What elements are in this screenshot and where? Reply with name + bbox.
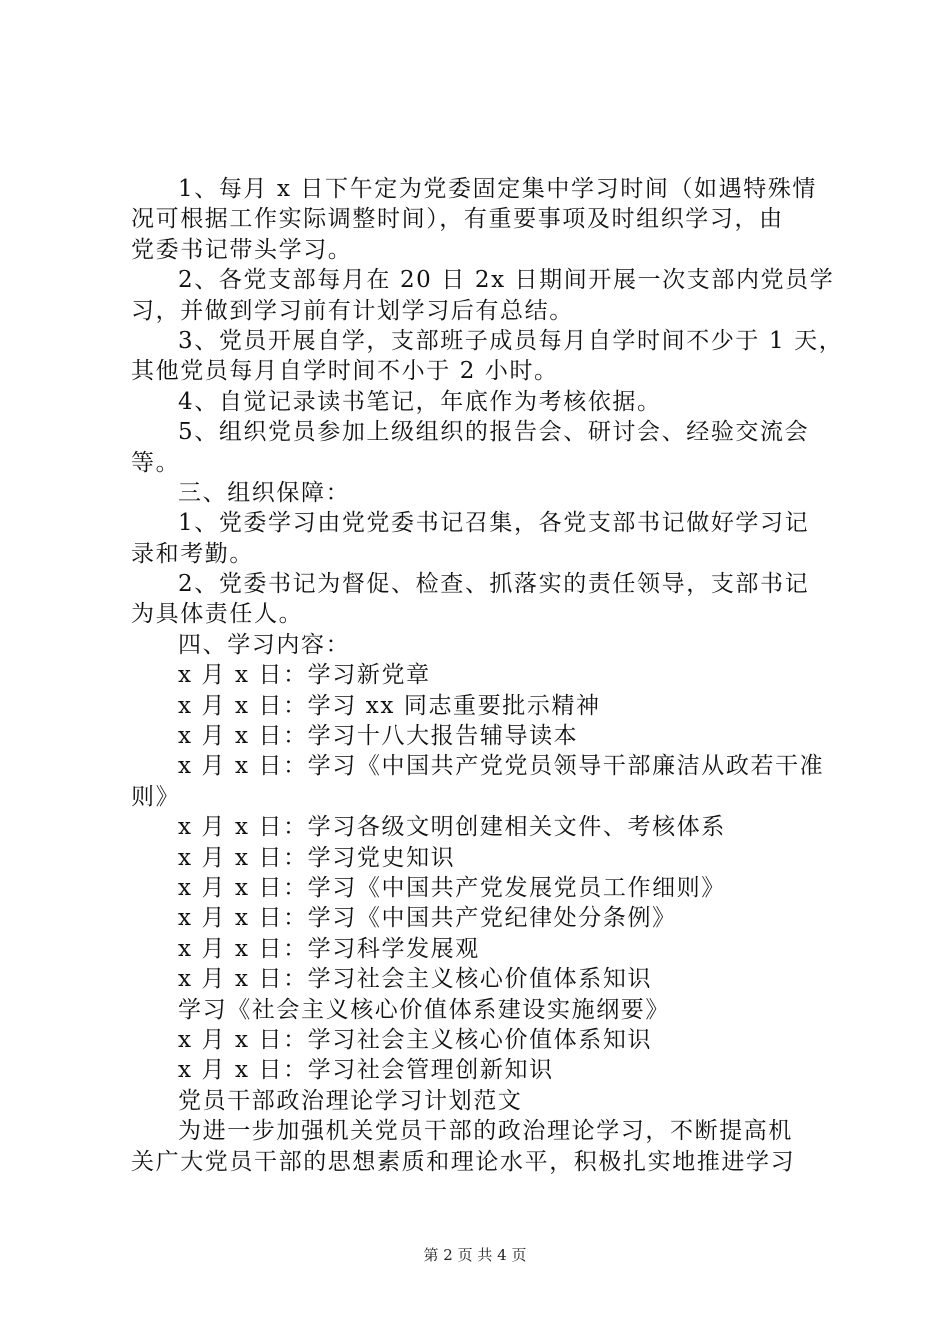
text-line: 为具体责任人。 xyxy=(131,601,304,628)
text-line: 为进一步加强机关党员干部的政治理论学习，不断提高机 xyxy=(178,1118,793,1145)
text-line: 3、党员开展自学，支部班子成员每月自学时间不少于 1 天， xyxy=(178,327,844,354)
text-line: 关广大党员干部的思想素质和理论水平，积极扎实地推进学习 xyxy=(131,1148,796,1175)
text-line: 录和考勤。 xyxy=(131,540,254,567)
text-line: x 月 x 日：学习新党章 xyxy=(178,662,431,689)
text-line: x 月 x 日：学习科学发展观 xyxy=(178,935,480,962)
text-line: x 月 x 日：学习社会管理创新知识 xyxy=(178,1057,554,1084)
text-line: 党员干部政治理论学习计划范文 xyxy=(178,1087,523,1114)
text-line: x 月 x 日：学习《中国共产党党员领导干部廉洁从政若干准 xyxy=(178,753,825,780)
text-line: x 月 x 日：学习社会主义核心价值体系知识 xyxy=(178,1026,653,1053)
text-line: 5、组织党员参加上级组织的报告会、研讨会、经验交流会 xyxy=(178,419,810,446)
text-line: x 月 x 日：学习《中国共产党发展党员工作细则》 xyxy=(178,874,726,901)
text-line: x 月 x 日：学习十八大报告辅导读本 xyxy=(178,723,579,750)
text-line: x 月 x 日：学习各级文明创建相关文件、考核体系 xyxy=(178,814,726,841)
text-line: 四、学习内容： xyxy=(178,631,351,658)
text-line: x 月 x 日：学习 xx 同志重要批示精神 xyxy=(178,692,601,719)
text-line: 三、组织保障： xyxy=(178,479,351,506)
text-line: x 月 x 日：学习《中国共产党纪律处分条例》 xyxy=(178,905,677,932)
text-line: x 月 x 日：学习社会主义核心价值体系知识 xyxy=(178,966,653,993)
text-line: 2、各党支部每月在 20 日 2x 日期间开展一次支部内党员学 xyxy=(178,267,835,294)
text-line: x 月 x 日：学习党史知识 xyxy=(178,844,456,871)
text-line: 等。 xyxy=(131,449,181,476)
page-footer: 第 2 页 共 4 页 xyxy=(423,1246,527,1264)
text-line: 习，并做到学习前有计划学习后有总结。 xyxy=(131,297,574,324)
text-line: 1、每月 x 日下午定为党委固定集中学习时间（如遇特殊情 xyxy=(178,176,818,202)
text-line: 2、党委书记为督促、检查、抓落实的责任领导，支部书记 xyxy=(178,571,810,598)
text-line: 1、党委学习由党党委书记召集，各党支部书记做好学习记 xyxy=(178,510,810,537)
text-line: 党委书记带头学习。 xyxy=(131,236,353,263)
text-line: 况可根据工作实际调整时间），有重要事项及时组织学习，由 xyxy=(131,206,784,233)
text-line: 其他党员每月自学时间不小于 2 小时。 xyxy=(131,358,559,385)
text-line: 则》 xyxy=(131,783,181,810)
text-line: 4、自觉记录读书笔记，年底作为考核依据。 xyxy=(178,388,662,415)
text-line: 学习《社会主义核心价值体系建设实施纲要》 xyxy=(178,996,670,1023)
document-body xyxy=(131,174,844,1177)
